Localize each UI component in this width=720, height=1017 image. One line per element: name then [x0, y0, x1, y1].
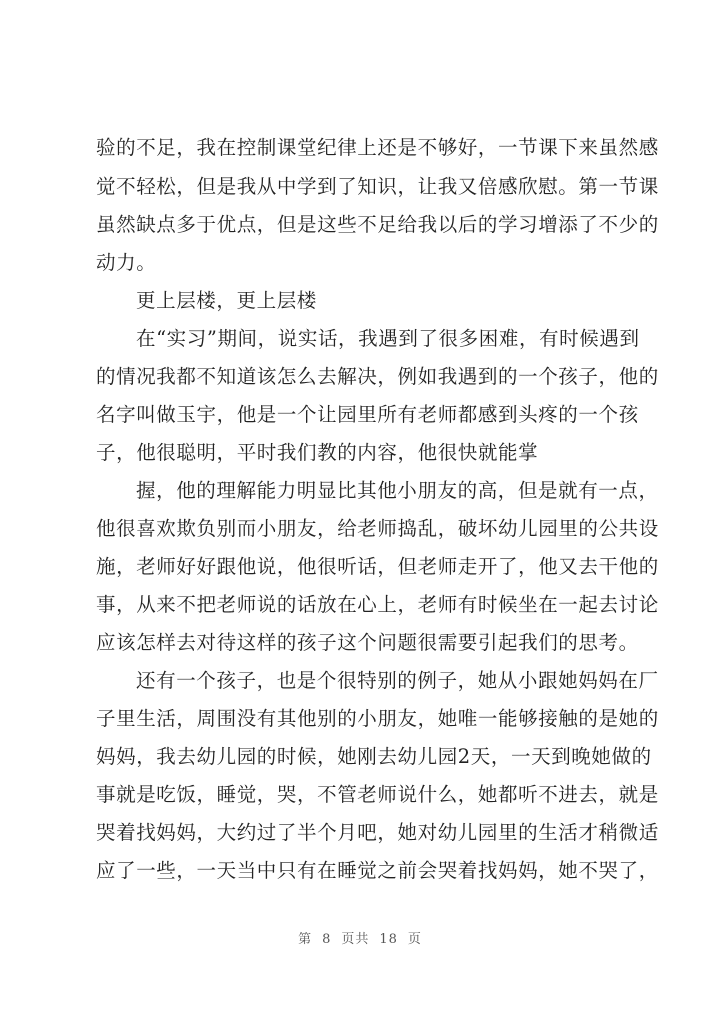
- text-line: 应了一些，一天当中只有在睡觉之前会哭着找妈妈，她不哭了，: [96, 859, 659, 882]
- footer-label-prefix: 第: [298, 932, 313, 947]
- text-line: 哭着找妈妈，大约过了半个月吧，她对幼儿园里的生活才稍微适: [96, 821, 659, 844]
- text-line: 事，从来不把老师说的话放在心上，老师有时候坐在一起去讨论: [96, 593, 659, 616]
- text-line: 虽然缺点多于优点，但是这些不足给我以后的学习增添了不少的: [96, 213, 659, 236]
- text-line: 动力。: [96, 251, 157, 274]
- text-line: 他很喜欢欺负别而小朋友，给老师捣乱，破坏幼儿园里的公共设: [96, 517, 659, 540]
- text-line: 觉不轻松，但是我从中学到了知识，让我又倍感欣慰。第一节课: [96, 175, 659, 198]
- text-line: 的情况我都不知道该怎么去解决，例如我遇到的一个孩子，他的: [96, 365, 659, 388]
- text-line: 在“实习”期间，说实话，我遇到了很多困难，有时候遇到: [136, 327, 640, 350]
- section-heading: 更上层楼，更上层楼: [136, 289, 317, 312]
- text-line: 子里生活，周围没有其他别的小朋友，她唯一能够接触的是她的: [96, 707, 659, 730]
- text-line: 子，他很聪明，平时我们教的内容，他很快就能掌: [96, 441, 539, 464]
- footer-label-middle: 页共: [341, 932, 370, 947]
- text-line: 妈妈，我去幼儿园的时候，她刚去幼儿园2天，一天到晚她做的: [96, 745, 652, 768]
- text-line: 握，他的理解能力明显比其他小朋友的高，但是就有一点，: [136, 479, 659, 502]
- text-line: 还有一个孩子，也是个很特别的例子，她从小跟她妈妈在厂: [136, 669, 659, 692]
- text-line: 验的不足，我在控制课堂纪律上还是不够好，一节课下来虽然感: [96, 136, 659, 159]
- total-page-count: 18: [379, 932, 398, 947]
- text-line: 事就是吃饭，睡觉，哭，不管老师说什么，她都听不进去，就是: [96, 783, 659, 806]
- text-line: 应该怎样去对待这样的孩子这个问题很需要引起我们的思考。: [96, 631, 639, 654]
- current-page-number: 8: [322, 932, 332, 947]
- footer-label-suffix: 页: [407, 932, 422, 947]
- text-line: 名字叫做玉宇，他是一个让园里所有老师都感到头疼的一个孩: [96, 403, 639, 426]
- page-footer: [0, 928, 720, 947]
- text-line: 施，老师好好跟他说，他很听话，但老师走开了，他又去干他的: [96, 555, 659, 578]
